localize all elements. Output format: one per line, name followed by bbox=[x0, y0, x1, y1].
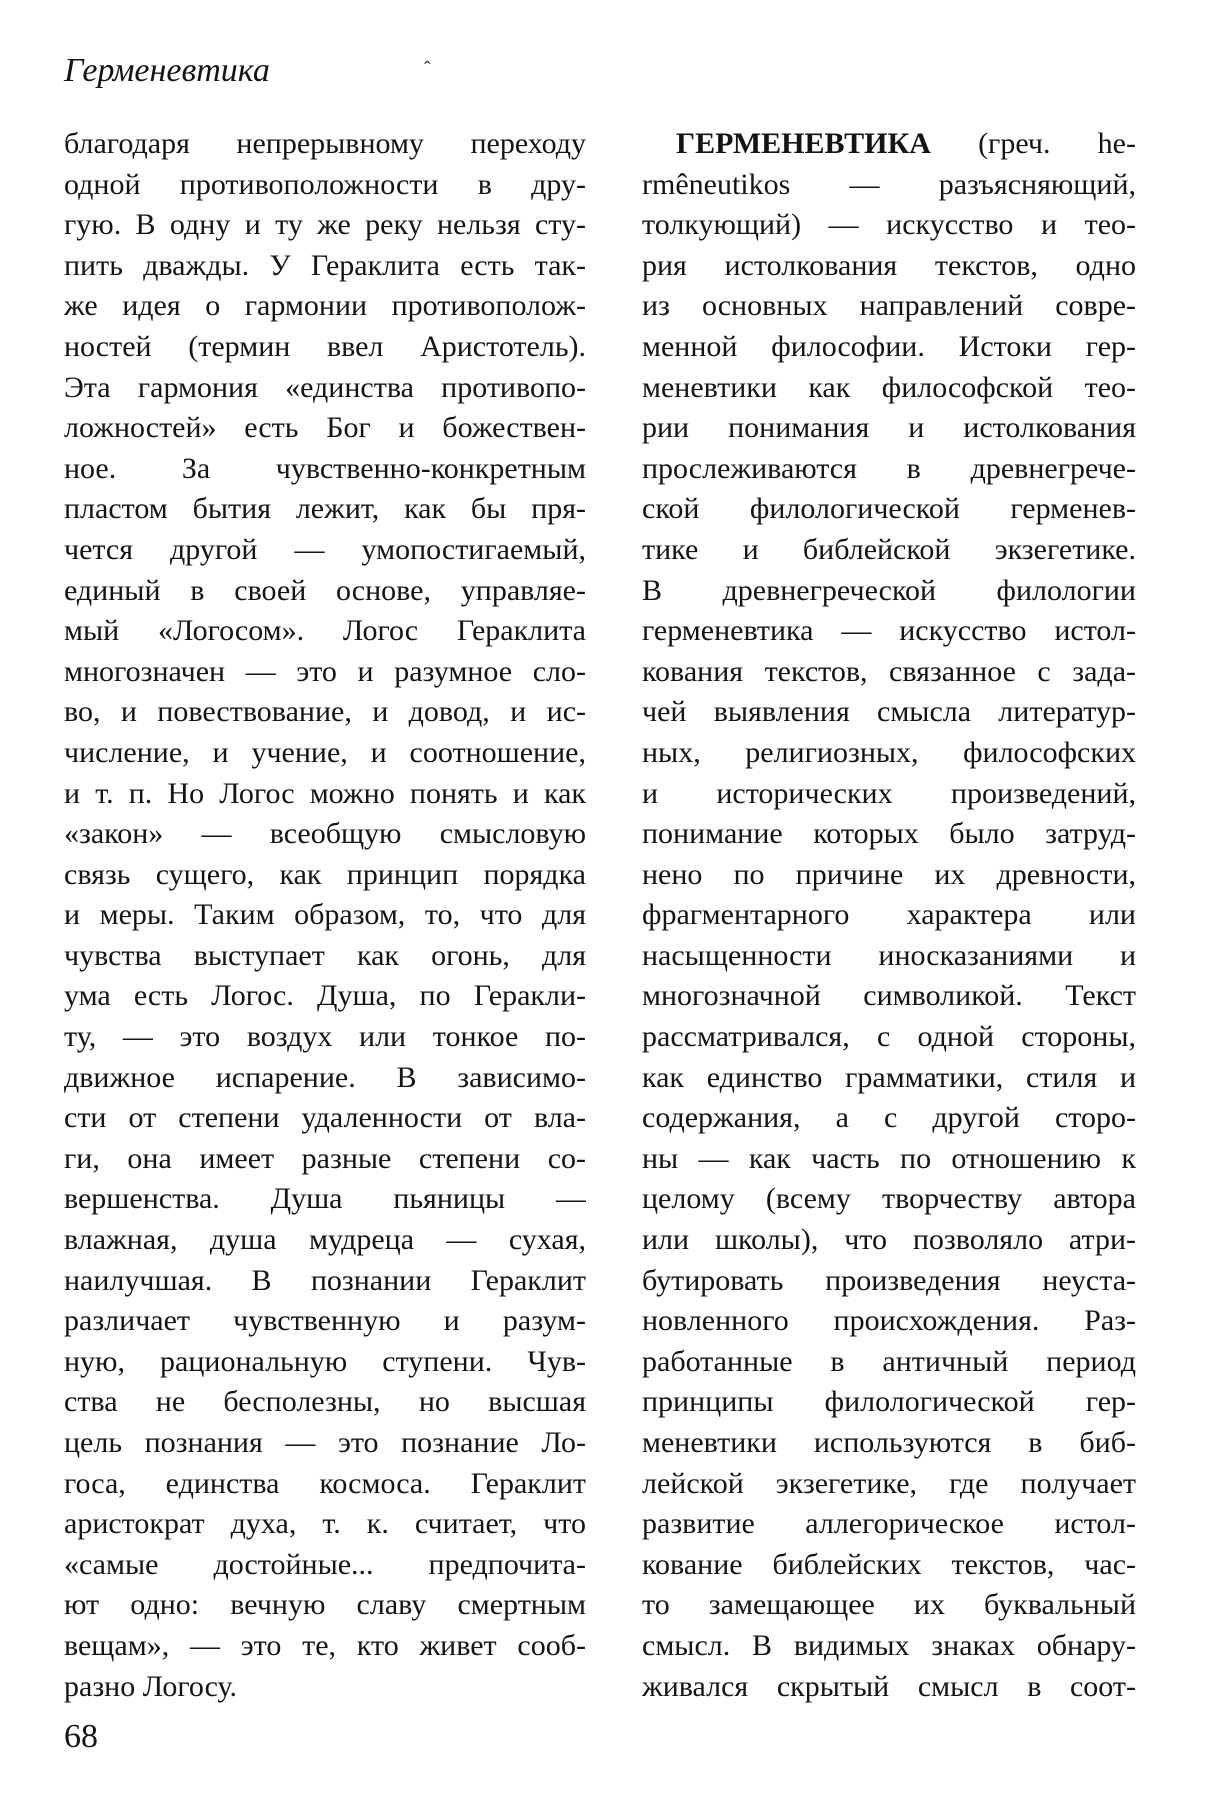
text-line: или школы), что позволяло атри- bbox=[642, 1223, 1136, 1257]
text-line: Эта гармония «единства противопо- bbox=[64, 370, 586, 404]
entry-first-line bbox=[642, 124, 1136, 165]
margin-mark: ˆ bbox=[424, 58, 431, 80]
text-line: гую. В одну и ту же реку нельзя сту- bbox=[64, 208, 586, 242]
text-line: одной противоположности в дру- bbox=[64, 167, 586, 201]
text-line: и т. п. Но Логос можно понять и как bbox=[64, 776, 586, 810]
text-line: толкующий) — искусство и тео- bbox=[642, 208, 1136, 242]
text-line: аристократ духа, т. к. считает, что bbox=[64, 1507, 586, 1541]
text-line: целому (всему творчеству автора bbox=[642, 1182, 1136, 1216]
text-line: из основных направлений совре- bbox=[642, 289, 1136, 323]
text-line: связь сущего, как принцип порядка bbox=[64, 857, 586, 891]
text-line: и исторических произведений, bbox=[642, 776, 1136, 810]
text-line: многозначной символикой. Текст bbox=[642, 979, 1136, 1013]
text-line: ных, религиозных, философских bbox=[642, 735, 1136, 769]
text-line: ны — как часть по отношению к bbox=[642, 1141, 1136, 1175]
text-line: благодаря непрерывному переходу bbox=[64, 127, 586, 160]
text-line: ное. За чувственно-конкретным bbox=[64, 451, 586, 485]
text-line: многозначен — это и разумное сло- bbox=[64, 654, 586, 688]
text-line: новленного происхождения. Раз- bbox=[642, 1304, 1136, 1338]
text-line: различает чувственную и разум- bbox=[64, 1304, 586, 1338]
text-line: «самые достойные... предпочита- bbox=[64, 1547, 586, 1581]
text-line: то замещающее их буквальный bbox=[642, 1588, 1136, 1622]
text-line: чувства выступает как огонь, для bbox=[64, 938, 586, 972]
text-line: кование библейских текстов, час- bbox=[642, 1547, 1136, 1581]
text-line: наилучшая. В познании Гераклит bbox=[64, 1263, 586, 1297]
text-line: разно Логосу. bbox=[64, 1669, 238, 1703]
text-line: пластом бытия лежит, как бы пря- bbox=[64, 492, 586, 526]
entry-headword: ГЕРМЕНЕВТИКА bbox=[676, 127, 931, 160]
text-line: во, и повествование, и довод, и ис- bbox=[64, 695, 586, 729]
text-line: вершенства. Душа пьяницы — bbox=[64, 1182, 586, 1216]
text-line: ют одно: вечную славу смертным bbox=[64, 1588, 586, 1622]
entry-first-line-rest: (греч. he- bbox=[930, 127, 1136, 160]
text-line: лейской экзегетике, где получает bbox=[642, 1466, 1136, 1500]
text-line: ную, рациональную ступени. Чув- bbox=[64, 1344, 586, 1378]
text-line: же идея о гармонии противополож- bbox=[64, 289, 586, 323]
text-line: кования текстов, связанное с зада- bbox=[642, 654, 1136, 688]
text-line: влажная, душа мудреца — сухая, bbox=[64, 1223, 586, 1257]
text-line: нено по причине их древности, bbox=[642, 857, 1136, 891]
text-line: как единство грамматики, стиля и bbox=[642, 1060, 1136, 1094]
text-line: rmêneutikos — разъясняющий, bbox=[642, 167, 1136, 201]
text-line: ской филологической герменев- bbox=[642, 492, 1136, 526]
text-line: герменевтика — искусство истол- bbox=[642, 614, 1136, 648]
text-line: рассматривался, с одной стороны, bbox=[642, 1020, 1136, 1054]
text-line: работанные в античный период bbox=[642, 1344, 1136, 1378]
text-line: ства не бесполезны, но высшая bbox=[64, 1385, 586, 1419]
text-line: развитие аллегорическое истол- bbox=[642, 1507, 1136, 1541]
right-column bbox=[642, 124, 1136, 1707]
running-head: Герменевтика bbox=[64, 52, 270, 89]
text-line: чей выявления смысла литератур- bbox=[642, 695, 1136, 729]
text-line: ностей (термин ввел Аристотель). bbox=[64, 329, 586, 363]
text-line: госа, единства космоса. Гераклит bbox=[64, 1466, 586, 1500]
text-line: цель познания — это познание Ло- bbox=[64, 1426, 586, 1459]
text-line: чется другой — умопостигаемый, bbox=[64, 532, 586, 566]
text-line: смысл. В видимых знаках обнару- bbox=[642, 1628, 1136, 1662]
text-line: ума есть Логос. Душа, по Геракли- bbox=[64, 979, 586, 1013]
text-line: движное испарение. В зависимо- bbox=[64, 1060, 586, 1094]
text-line: меневтики используются в биб- bbox=[642, 1426, 1136, 1459]
text-line: тике и библейской экзегетике. bbox=[642, 532, 1136, 566]
text-line: рии понимания и истолкования bbox=[642, 411, 1136, 445]
page-number: 68 bbox=[64, 1718, 98, 1755]
text-line: сти от степени удаленности от вла- bbox=[64, 1101, 586, 1135]
text-line: фрагментарного характера или bbox=[642, 898, 1136, 932]
text-line: ту, — это воздух или тонкое по- bbox=[64, 1020, 586, 1054]
text-line: пить дважды. У Гераклита есть так- bbox=[64, 248, 586, 282]
text-line: рия истолкования текстов, одно bbox=[642, 248, 1136, 282]
text-line: и меры. Таким образом, то, что для bbox=[64, 898, 586, 932]
text-line: прослеживаются в древнегрече- bbox=[642, 451, 1136, 485]
left-column bbox=[64, 124, 586, 1707]
text-line: мый «Логосом». Логос Гераклита bbox=[64, 614, 586, 648]
text-line: меневтики как философской тео- bbox=[642, 370, 1136, 404]
text-line: понимание которых было затруд- bbox=[642, 817, 1136, 851]
text-line: бутировать произведения неуста- bbox=[642, 1263, 1136, 1297]
text-line: насыщенности иносказаниями и bbox=[642, 938, 1136, 972]
text-line: числение, и учение, и соотношение, bbox=[64, 735, 586, 769]
text-line: В древнегреческой филологии bbox=[642, 573, 1136, 607]
text-line: живался скрытый смысл в соот- bbox=[642, 1669, 1136, 1703]
text-line: ложностей» есть Бог и божествен- bbox=[64, 411, 586, 445]
text-line: ги, она имеет разные степени со- bbox=[64, 1141, 586, 1175]
text-line: принципы филологической гер- bbox=[642, 1385, 1136, 1419]
text-line: менной философии. Истоки гер- bbox=[642, 329, 1136, 363]
text-line: вещам», — это те, кто живет сооб- bbox=[64, 1628, 586, 1662]
text-line: содержания, а с другой сторо- bbox=[642, 1101, 1136, 1135]
text-line: единый в своей основе, управляе- bbox=[64, 573, 586, 607]
text-line: «закон» — всеобщую смысловую bbox=[64, 817, 586, 851]
